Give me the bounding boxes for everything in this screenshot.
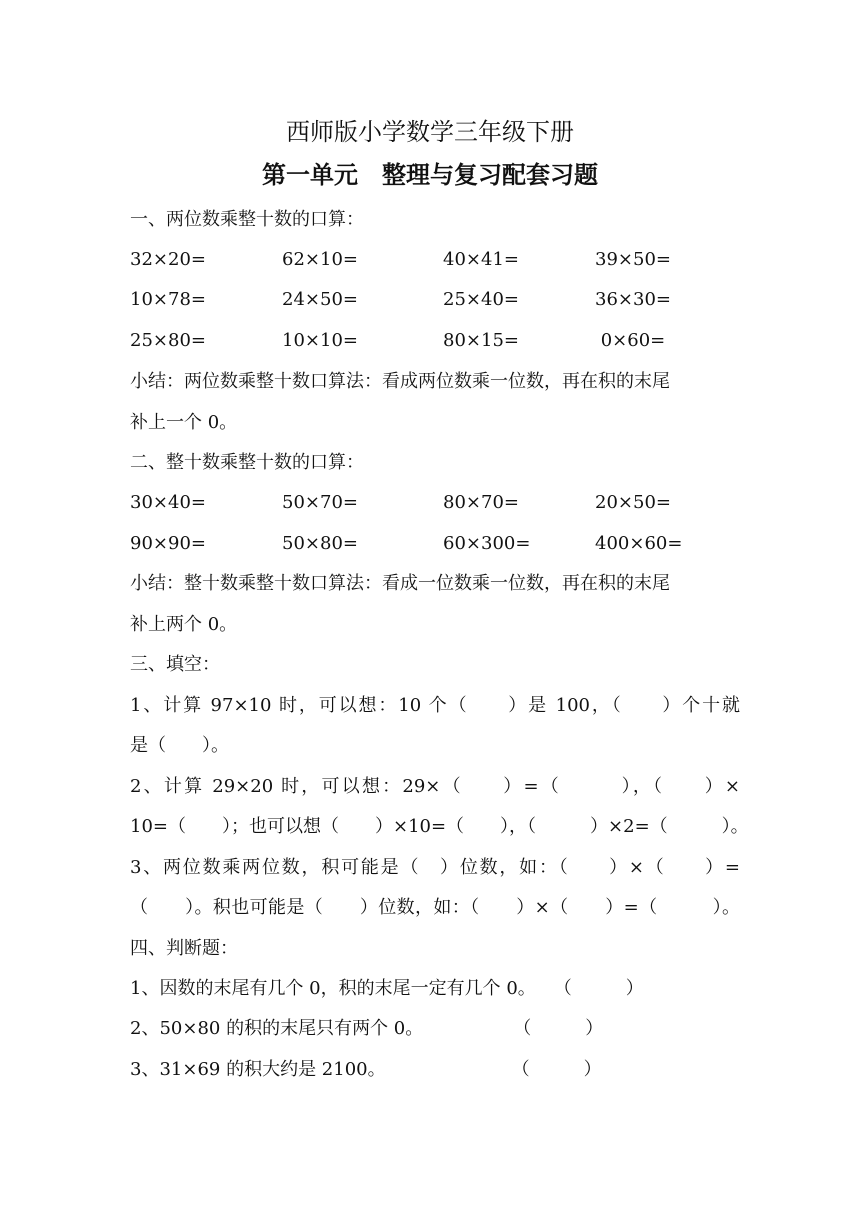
problem: 90×90= [130, 533, 206, 554]
judgment-item: 2、50×80 的积的末尾只有两个 0。 （ ） [130, 1018, 604, 1039]
problem: 50×80= [282, 533, 358, 554]
fill-blank-q1-cont: 是（ ）。 [130, 735, 229, 756]
section2-summary: 小结：整十数乘整十数口算法：看成一位数乘一位数，再在积的末尾 [130, 573, 670, 594]
problem: 80×15= [443, 330, 519, 351]
problem: 25×40= [443, 289, 519, 310]
problem: 39×50= [595, 249, 671, 270]
problem: 400×60= [595, 533, 683, 554]
judgment-item: 1、因数的末尾有几个 0，积的末尾一定有几个 0。 （ ） [130, 978, 644, 999]
section2-summary-cont: 补上两个 0。 [130, 614, 238, 635]
section1-row [130, 248, 740, 272]
section1-heading: 一、两位数乘整十数的口算： [130, 209, 364, 230]
problem: 32×20= [130, 249, 206, 270]
unit-subtitle: 第一单元 整理与复习配套习题 [262, 160, 598, 189]
fill-blank-q1: 1、计算 97×10 时，可以想：10 个（ ）是 100，（ ）个十就 [130, 695, 740, 716]
problem: 40×41= [443, 249, 519, 270]
problem: 36×30= [595, 289, 671, 310]
section4-heading: 四、判断题： [130, 938, 238, 959]
problem: 0×60= [595, 330, 666, 351]
section2-row [130, 532, 740, 556]
document-title: 西师版小学数学三年级下册 [286, 118, 574, 146]
problem: 60×300= [443, 533, 531, 554]
section1-summary: 小结：两位数乘整十数口算法：看成两位数乘一位数，再在积的末尾 [130, 371, 670, 392]
problem: 24×50= [282, 289, 358, 310]
section3-heading: 三、填空： [130, 654, 220, 675]
problem: 62×10= [282, 249, 358, 270]
problem: 80×70= [443, 492, 519, 513]
judgment-item: 3、31×69 的积大约是 2100。 （ ） [130, 1059, 602, 1080]
problem: 20×50= [595, 492, 671, 513]
problem: 10×78= [130, 289, 206, 310]
problem: 25×80= [130, 330, 206, 351]
fill-blank-q2: 2、计算 29×20 时，可以想：29×（ ）=（ ），（ ）× [130, 776, 740, 797]
problem: 30×40= [130, 492, 206, 513]
section2-heading: 二、整十数乘整十数的口算： [130, 452, 364, 473]
problem: 50×70= [282, 492, 358, 513]
fill-blank-q2-cont: 10=（ ）；也可以想（ ）×10=（ ），（ ）×2=（ ）。 [130, 816, 749, 837]
problem: 10×10= [282, 330, 358, 351]
fill-blank-q3-cont: （ ）。积也可能是（ ）位数，如：（ ）×（ ）=（ ）。 [130, 897, 740, 918]
section2-row [130, 491, 740, 515]
section1-summary-cont: 补上一个 0。 [130, 412, 238, 433]
section1-row [130, 288, 740, 312]
section1-row [130, 329, 740, 353]
fill-blank-q3: 3、两位数乘两位数，积可能是（ ）位数，如：（ ）×（ ）= [130, 857, 740, 878]
